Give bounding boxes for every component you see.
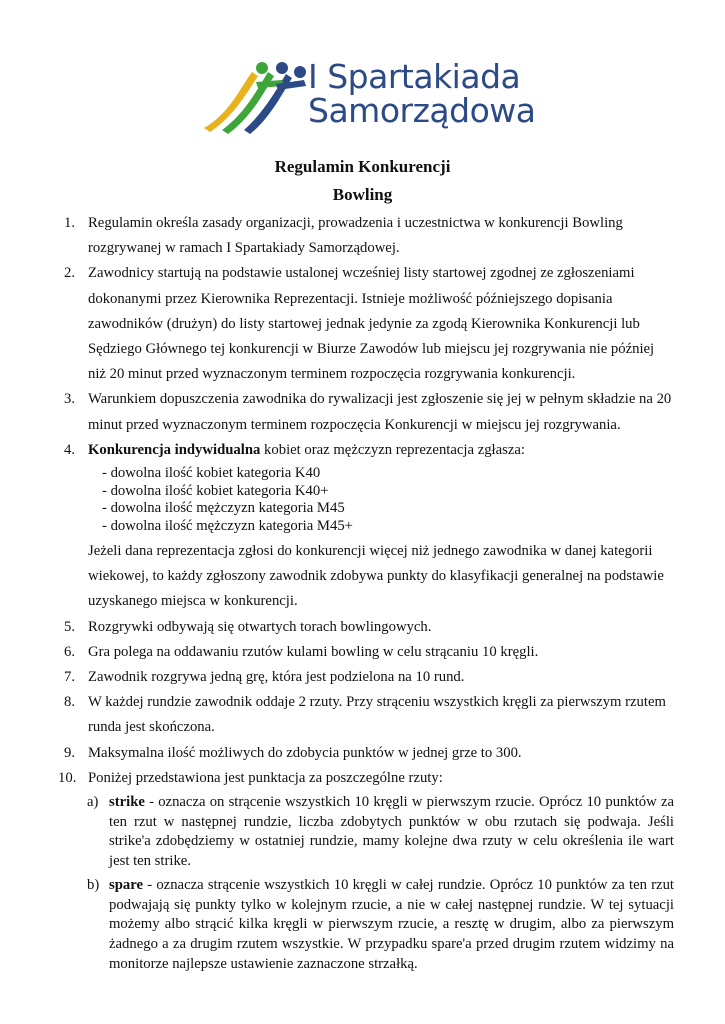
- rules-list: [58, 211, 674, 978]
- rule-item-8: [64, 690, 674, 740]
- option-label: a): [87, 794, 99, 811]
- rule-number: 10.: [58, 769, 77, 786]
- rule-item-10: [58, 766, 674, 791]
- category-item: - dowolna ilość kobiet kategoria K40+: [102, 482, 329, 499]
- rule-number: 4.: [64, 441, 76, 458]
- rule-number: 8.: [64, 694, 76, 711]
- rule-item-9: [64, 741, 674, 766]
- option-label: b): [87, 876, 100, 893]
- rule-number: 7.: [64, 669, 76, 686]
- rule-number: 6.: [64, 643, 76, 660]
- rule-text: Zawodnicy startują na podstawie ustalonej wcześniej listy startowej zgodnej ze zgłoszeniami dokonanymi przez Kierownika Reprezentacji. Istnieje możliwość późniejszego dopisania zawodników (drużyn) do listy startowej jednak jedynie za zgodą Kierownika Konkurencji lub Sędziego Głównego tej konkurencji w Biurze Zawodów lub miejscu jej rozgrywania nie później niż 20 minut przed wyznaczonym terminem rozpoczęcia rozgrywania konkurencji.: [88, 265, 655, 383]
- logo-text: [308, 57, 536, 130]
- rule-bold-term: Konkurencja indywidualna: [88, 441, 261, 458]
- option-text: - oznacza on strącenie wszystkich 10 kręgli w pierwszym rzucie. Oprócz 10 punktów za ten rzut w następnej rundzie, liczba zdobytych punktów w obu rzutach się podwaja. Jeśli strike'a zdobędziemy w ostatniej rundzie, mamy kolejne dwa rzuty w celu określenia ile wart jest ten strike.: [109, 794, 674, 870]
- rule-text: Zawodnik rozgrywa jedną grę, która jest podzielona na 10 rund.: [88, 669, 465, 686]
- rule-item-2: [64, 261, 674, 387]
- rule-text: W każdej rundzie zawodnik oddaje 2 rzuty. Przy strąceniu wszystkich kręgli za pierwszym rzutem runda jest skończona.: [88, 694, 666, 736]
- rule-text: Gra polega na oddawaniu rzutów kulami bowling w celu strącaniu 10 kręgli.: [88, 643, 539, 660]
- option-text: - oznacza strącenie wszystkich 10 kręgli w całej rundzie. Oprócz 10 punktów za ten rzut podwajają się punkty tylko w kolejnym rzucie, a nie w całej następnej rundzie. W tej sytuacji możemy albo strącić kilka kręgli w pierwszym rzucie, a resztę w drugim, albo za pierwszym żadnego a za drugim rzutem wszystkie. W przypadku spare'a przed drugim rzutem widzimy na monitorze najlepsze ustawienie zaznaczone strzałką.: [109, 876, 674, 972]
- rule-paragraph: Jeżeli dana reprezentacja zgłosi do konkurencji więcej niż jednego zawodnika w danej kategorii wiekowej, to każdy zgłoszony zawodnik zdobywa punkty do klasyfikacji generalnej na podstawie uzyskanego miejsca w konkurencji.: [88, 543, 664, 610]
- rule-number: 5.: [64, 618, 76, 635]
- category-item: - dowolna ilość mężczyzn kategoria M45: [102, 500, 345, 517]
- rule-item-6: [64, 640, 674, 665]
- rule-item-7: [64, 665, 674, 690]
- category-item: - dowolna ilość kobiet kategoria K40: [102, 465, 321, 482]
- rule-text: kobiet oraz mężczyzn reprezentacja zgłasza:: [260, 441, 525, 458]
- rule-item-5: [64, 615, 674, 640]
- scoring-option-spare: [64, 876, 674, 975]
- spartakiada-logo: [200, 57, 536, 138]
- option-term: spare: [109, 876, 144, 893]
- rule-number: 1.: [64, 215, 76, 231]
- scoring-option-strike: [64, 793, 674, 872]
- option-term: strike: [109, 794, 145, 811]
- category-list: [88, 465, 674, 535]
- category-item: - dowolna ilość mężczyzn kategoria M45+: [102, 517, 353, 534]
- document-title: Regulamin Konkurencji: [274, 157, 451, 176]
- rule-number: 2.: [64, 265, 76, 282]
- rule-text: Warunkiem dopuszczenia zawodnika do rywalizacji jest zgłoszenie się jej w pełnym składzie na 20 minut przed wyznaczonym terminem rozpoczęcia Konkurencji w miejscu jej rozgrywania.: [88, 391, 672, 433]
- logo-line-1: I Spartakiada: [308, 57, 521, 96]
- rule-item-4: [64, 438, 674, 615]
- rule-text: Poniżej przedstawiona jest punktacja za poszczególne rzuty:: [88, 769, 443, 786]
- runners-icon: [200, 58, 310, 138]
- rule-item-3: [64, 387, 674, 437]
- rule-number: 3.: [64, 391, 76, 408]
- rule-text: Rozgrywki odbywają się otwartych torach bowlingowych.: [88, 618, 432, 635]
- scoring-options: [64, 793, 674, 974]
- rule-text: Maksymalna ilość możliwych do zdobycia punktów w jednej grze to 300.: [88, 744, 522, 761]
- rule-item-1: [64, 211, 674, 261]
- document-subtitle: Bowling: [332, 185, 393, 204]
- rule-number: 9.: [64, 744, 76, 761]
- logo-line-2: Samorządowa: [308, 91, 536, 130]
- rule-text: Regulamin określa zasady organizacji, prowadzenia i uczestnictwa w konkurencji Bowling rozgrywanej w ramach I Spartakiady Samorządowej.: [88, 215, 623, 257]
